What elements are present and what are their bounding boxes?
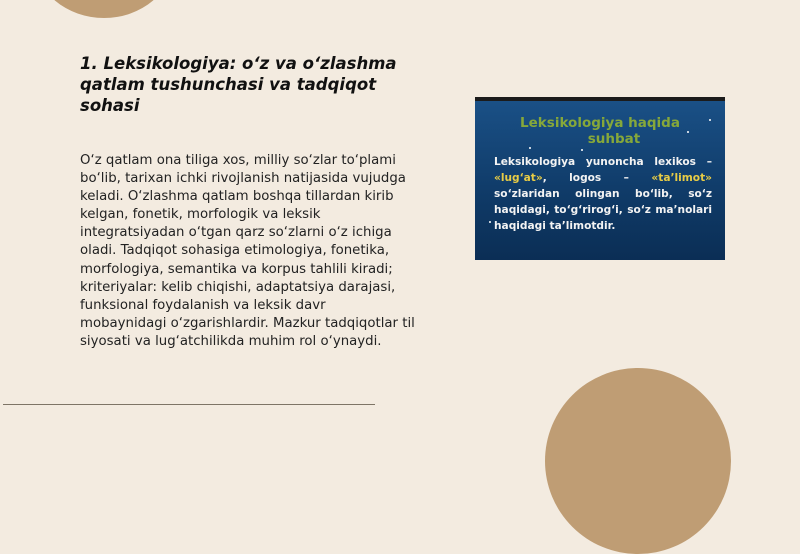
image-highlight-talimot: «ta’limot» — [651, 172, 712, 184]
image-title-line2: suhbat — [587, 131, 641, 147]
image-title — [475, 115, 725, 147]
star-dot — [489, 221, 491, 223]
slide-title: 1. Leksikologiya: o‘z va o‘zlashma qatlam tushunchasi va tadqiqot sohasi — [80, 54, 397, 115]
image-text-part1: Leksikologiya yunoncha lexikos – — [494, 156, 712, 168]
image-highlight-lugat: «lug‘at» — [494, 172, 543, 184]
slide-body-text: O‘z qatlam ona tiliga xos, milliy so‘zlar to‘plami bo‘lib, tarixan ichki rivojlanish natijasida vujudga keladi. O‘zlashma qatlam boshqa tillardan kirib kelgan, fonetik, morfologik va leksik integratsiyadan o‘tgan qarz so‘zlarni o‘z ichiga oladi. Tadqiqot sohasiga etimologiya, fonetika, morfologiya, semantika va korpus tahlili kiradi; kriteriyalar: kelib chiqishi, adaptatsiya darajasi, funksional foydalanish va leksik davr mobaynidagi o‘zgarishlardir. Mazkur tadqiqotlar til siyosati va lug‘atchilikda muhim rol o‘ynaydi. — [80, 153, 415, 349]
divider-line — [3, 404, 375, 405]
decorative-circle-top — [35, 0, 173, 18]
decorative-circle-bottom — [545, 368, 731, 554]
star-dot — [529, 147, 531, 149]
image-body-text — [494, 154, 712, 234]
image-text-part3: so‘zlaridan olingan bo‘lib, so‘z haqidagi, to‘g‘rirog‘i, so‘z ma’nolari haqidagi ta’limotdir. — [494, 188, 712, 232]
image-text-part2: , logos – — [542, 172, 652, 184]
slide-image — [475, 97, 725, 260]
image-title-line1: Leksikologiya haqida — [520, 115, 680, 131]
star-dot — [581, 149, 583, 151]
